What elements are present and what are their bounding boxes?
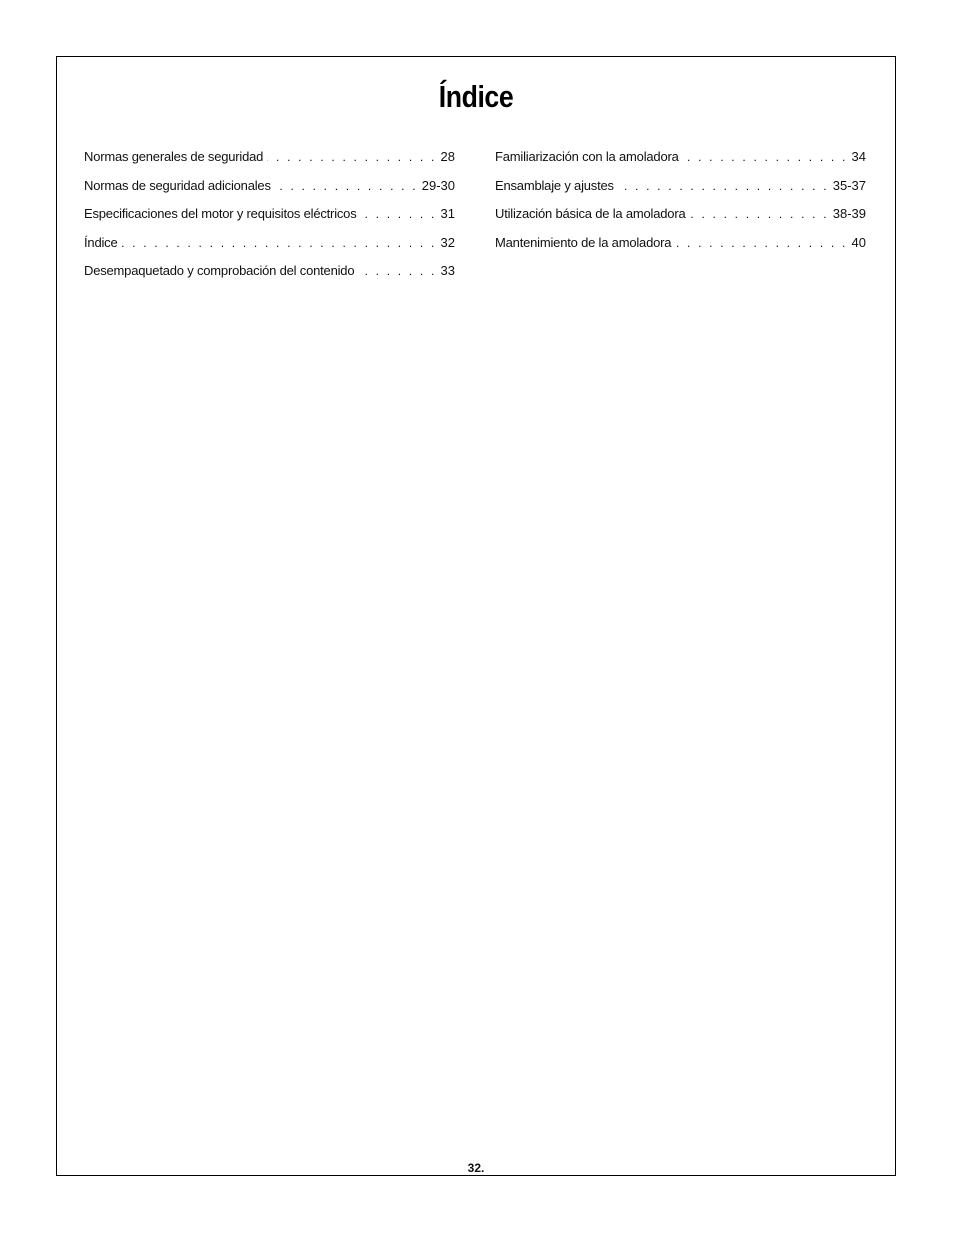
toc-entry-page: 31 [440,206,455,221]
toc-leader-dots [361,207,437,221]
toc-leader-dots [267,150,436,164]
toc-entry-page: 32 [440,234,455,250]
toc-entry-label: Normas generales de seguridad [84,149,264,164]
toc-entry-page: 34 [851,149,866,164]
toc-leader-dots [618,179,829,193]
toc-entry-label: Normas de seguridad adicionales [84,177,271,193]
toc-leader-dots [689,207,828,221]
toc-leader-dots [275,179,418,193]
toc-entry[interactable] [84,178,455,207]
toc-entry[interactable] [495,178,866,207]
toc-entry[interactable] [495,149,866,178]
toc-entry-page: 38-39 [832,206,866,221]
toc-entry-page: 40 [851,234,866,250]
toc-entry-label: Familiarización con la amoladora [495,149,679,164]
toc-entry[interactable] [495,235,866,264]
toc-entry-page: 35-37 [832,177,866,193]
toc-entry-page: 28 [440,149,455,164]
toc-leader-dots [358,264,436,278]
toc-column-left [84,149,455,292]
toc-entry[interactable] [495,206,866,235]
toc-entry-label: Ensamblaje y ajustes [495,177,614,193]
toc-entry-page: 33 [440,263,455,278]
toc-entry[interactable] [84,149,455,178]
toc-column-right [495,149,866,263]
toc-leader-dots [122,236,437,250]
toc-leader-dots [675,236,847,250]
toc-entry-label: Índice [84,234,118,250]
toc-entry-label: Desempaquetado y comprobación del contenido [84,263,355,278]
toc-entry-label: Utilización básica de la amoladora [495,206,686,221]
page-title: Índice [438,79,514,114]
page-number: 32. [467,1161,485,1175]
toc-entry-page: 29-30 [421,177,455,193]
toc-entry[interactable] [84,206,455,235]
toc-entry[interactable] [84,235,455,264]
toc-entry[interactable] [84,263,455,292]
page-frame [56,56,896,1176]
toc-leader-dots [683,150,848,164]
toc-entry-label: Mantenimiento de la amoladora [495,234,672,250]
toc-entry-label: Especificaciones del motor y requisitos eléctricos [84,206,357,221]
